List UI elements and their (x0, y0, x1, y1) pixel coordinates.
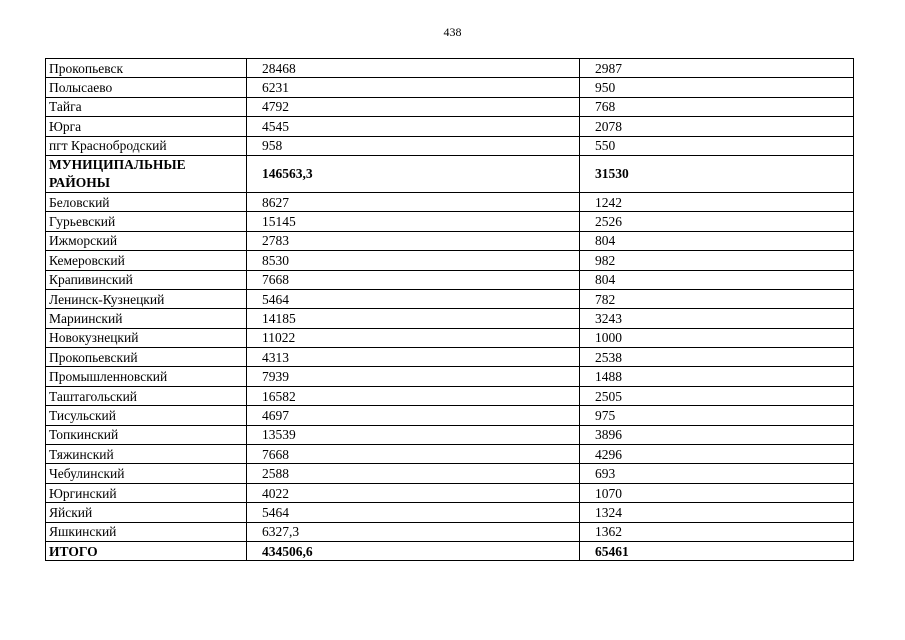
table-row (46, 78, 854, 97)
table-row (46, 406, 854, 425)
value-2-cell: 2078 (580, 117, 854, 136)
value-1-cell: 5464 (247, 503, 580, 522)
value-2-cell: 804 (580, 270, 854, 289)
row-name-cell: Крапивинский (46, 270, 247, 289)
value-2-cell: 975 (580, 406, 854, 425)
value-1-cell: 7939 (247, 367, 580, 386)
row-name-cell: Тяжинский (46, 445, 247, 464)
value-1-cell: 11022 (247, 328, 580, 347)
table-row (46, 289, 854, 308)
value-2-cell: 768 (580, 97, 854, 116)
table-row (46, 483, 854, 502)
row-name-cell: Прокопьевск (46, 59, 247, 78)
value-1-cell: 6327,3 (247, 522, 580, 541)
value-2-cell: 2526 (580, 212, 854, 231)
value-2-cell: 1488 (580, 367, 854, 386)
value-2-cell: 4296 (580, 445, 854, 464)
table-row (46, 270, 854, 289)
value-2-cell: 2538 (580, 348, 854, 367)
row-name-cell: Ленинск-Кузнецкий (46, 289, 247, 308)
table-row (46, 522, 854, 541)
table-row (46, 386, 854, 405)
row-name-cell: Гурьевский (46, 212, 247, 231)
value-1-cell: 434506,6 (247, 541, 580, 560)
row-name-cell: Мариинский (46, 309, 247, 328)
row-name-cell: Полысаево (46, 78, 247, 97)
value-2-cell: 693 (580, 464, 854, 483)
row-name-cell: Ижморский (46, 231, 247, 250)
row-name-cell: Чебулинский (46, 464, 247, 483)
data-table (45, 58, 854, 561)
row-name-cell: Промышленновский (46, 367, 247, 386)
table-body (46, 59, 854, 561)
table-row (46, 464, 854, 483)
value-1-cell: 8627 (247, 192, 580, 211)
table-row (46, 328, 854, 347)
value-1-cell: 4792 (247, 97, 580, 116)
value-2-cell: 550 (580, 136, 854, 155)
value-2-cell: 2987 (580, 59, 854, 78)
table-row (46, 97, 854, 116)
value-2-cell: 804 (580, 231, 854, 250)
table-row (46, 231, 854, 250)
row-name-cell: Юрга (46, 117, 247, 136)
value-2-cell: 31530 (580, 155, 854, 192)
value-1-cell: 4313 (247, 348, 580, 367)
value-2-cell: 3243 (580, 309, 854, 328)
value-2-cell: 2505 (580, 386, 854, 405)
table-row (46, 367, 854, 386)
total-row (46, 541, 854, 560)
value-1-cell: 28468 (247, 59, 580, 78)
row-name-cell: Тисульский (46, 406, 247, 425)
value-1-cell: 16582 (247, 386, 580, 405)
table-row (46, 117, 854, 136)
value-1-cell: 2588 (247, 464, 580, 483)
value-1-cell: 7668 (247, 270, 580, 289)
value-2-cell: 782 (580, 289, 854, 308)
value-2-cell: 982 (580, 251, 854, 270)
value-1-cell: 4022 (247, 483, 580, 502)
row-name-cell: Прокопьевский (46, 348, 247, 367)
table-row (46, 212, 854, 231)
row-name-cell: Яйский (46, 503, 247, 522)
value-2-cell: 1070 (580, 483, 854, 502)
page-number: 438 (443, 25, 462, 39)
value-1-cell: 8530 (247, 251, 580, 270)
value-1-cell: 7668 (247, 445, 580, 464)
row-name-cell: Юргинский (46, 483, 247, 502)
value-2-cell: 65461 (580, 541, 854, 560)
value-2-cell: 1324 (580, 503, 854, 522)
table-row (46, 251, 854, 270)
value-2-cell: 1362 (580, 522, 854, 541)
row-name-cell: Топкинский (46, 425, 247, 444)
value-1-cell: 146563,3 (247, 155, 580, 192)
table-row (46, 348, 854, 367)
section-header-row (46, 155, 854, 192)
value-1-cell: 13539 (247, 425, 580, 444)
row-name-cell: Тайга (46, 97, 247, 116)
value-1-cell: 6231 (247, 78, 580, 97)
row-name-cell: Беловский (46, 192, 247, 211)
table-row (46, 59, 854, 78)
row-name-cell: Яшкинский (46, 522, 247, 541)
table-row (46, 425, 854, 444)
value-1-cell: 4697 (247, 406, 580, 425)
value-1-cell: 958 (247, 136, 580, 155)
table-row (46, 192, 854, 211)
value-1-cell: 5464 (247, 289, 580, 308)
row-name-cell: ИТОГО (46, 541, 247, 560)
row-name-cell: МУНИЦИПАЛЬНЫЕ РАЙОНЫ (46, 155, 247, 192)
row-name-cell: Таштагольский (46, 386, 247, 405)
row-name-cell: Новокузнецкий (46, 328, 247, 347)
value-1-cell: 2783 (247, 231, 580, 250)
table-row (46, 503, 854, 522)
value-1-cell: 14185 (247, 309, 580, 328)
value-1-cell: 4545 (247, 117, 580, 136)
value-2-cell: 1242 (580, 192, 854, 211)
table-row (46, 136, 854, 155)
value-2-cell: 1000 (580, 328, 854, 347)
row-name-cell: Кемеровский (46, 251, 247, 270)
table-row (46, 445, 854, 464)
row-name-cell: пгт Краснобродский (46, 136, 247, 155)
value-2-cell: 3896 (580, 425, 854, 444)
value-2-cell: 950 (580, 78, 854, 97)
table-row (46, 309, 854, 328)
value-1-cell: 15145 (247, 212, 580, 231)
